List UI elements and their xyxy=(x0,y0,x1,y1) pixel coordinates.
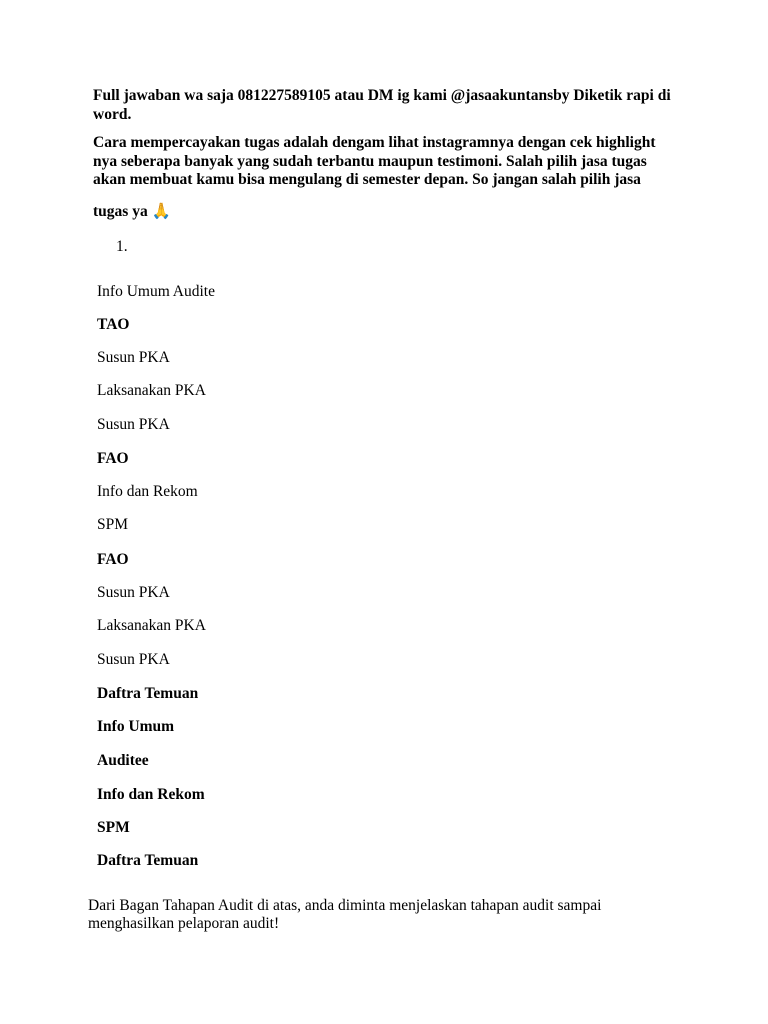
diagram-item: Susun PKA xyxy=(97,349,170,366)
list-number: 1. xyxy=(116,238,128,255)
contact-paragraph: Full jawaban wa saja 081227589105 atau DM ig kami @jasaakuntansby Diketik rapi di word. xyxy=(93,87,671,123)
diagram-item: Info Umum Audite xyxy=(97,283,215,300)
diagram-item: FAO xyxy=(97,551,129,568)
diagram-item: TAO xyxy=(97,316,130,333)
diagram-item: SPM xyxy=(97,819,130,836)
advice-paragraph-end: tugas ya 🙏 xyxy=(93,203,171,220)
diagram-item: Susun PKA xyxy=(97,584,170,601)
diagram-item: Laksanakan PKA xyxy=(97,382,206,399)
diagram-item: Daftra Temuan xyxy=(97,852,199,869)
diagram-item: Auditee xyxy=(97,752,149,769)
question-text: Dari Bagan Tahapan Audit di atas, anda diminta menjelaskan tahapan audit sampai menghasilkan pelaporan audit! xyxy=(88,897,602,932)
diagram-item: Susun PKA xyxy=(97,651,170,668)
diagram-item: Susun PKA xyxy=(97,416,170,433)
diagram-item: Info dan Rekom xyxy=(97,483,198,500)
advice-paragraph: Cara mempercayakan tugas adalah dengam lihat instagramnya dengan cek highlight nya seberapa banyak yang sudah terbantu maupun testimoni. Salah pilih jasa tugas akan membuat kamu bisa mengulang di semester depan. So jangan salah pilih jasa xyxy=(93,134,656,188)
diagram-item: Info Umum xyxy=(97,718,175,735)
diagram-item: SPM xyxy=(97,516,129,533)
diagram-item: Info dan Rekom xyxy=(97,786,205,803)
header-block xyxy=(93,87,683,190)
diagram-item: Daftra Temuan xyxy=(97,685,199,702)
diagram-item: Laksanakan PKA xyxy=(97,617,206,634)
diagram-item: FAO xyxy=(97,450,129,467)
